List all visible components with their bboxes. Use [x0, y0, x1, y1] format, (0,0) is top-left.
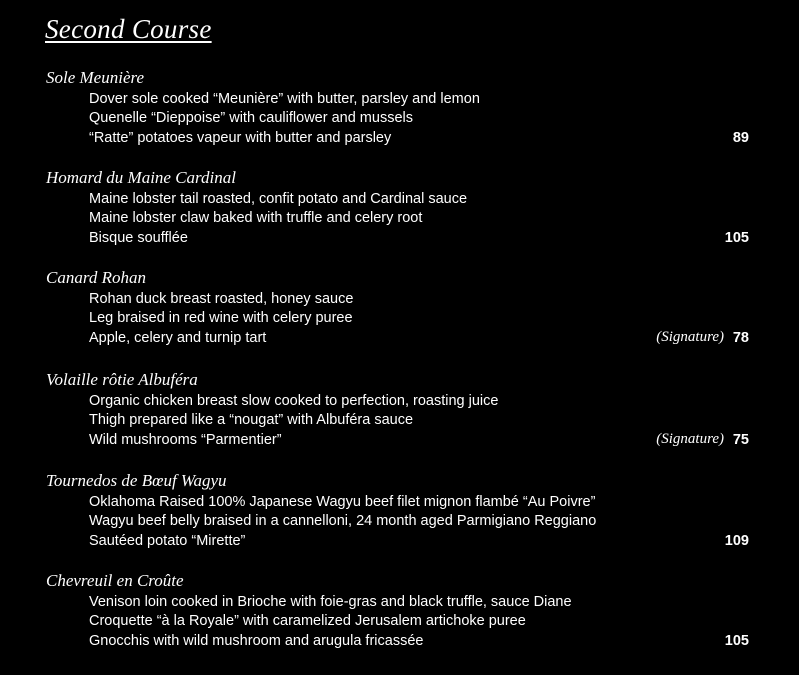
- dish-description-line: Organic chicken breast slow cooked to perfection, roasting juice: [89, 393, 499, 409]
- dish-description-line: Wagyu beef belly braised in a cannelloni, 24 month aged Parmigiano Reggiano: [89, 513, 597, 529]
- dish-description-line: Sautéed potato “Mirette”: [89, 533, 246, 549]
- dish-name: Tournedos de Bœuf Wagyu: [46, 471, 227, 490]
- dish-description-line: Maine lobster claw baked with truffle and celery root: [89, 210, 423, 226]
- dish-price: 78: [732, 330, 749, 346]
- menu-item: [0, 471, 799, 567]
- dish-description-line: Wild mushrooms “Parmentier”: [89, 432, 282, 448]
- dish-description-line: Quenelle “Dieppoise” with cauliflower and mussels: [89, 110, 413, 126]
- dish-price: 105: [724, 633, 749, 649]
- dish-description-line: Leg braised in red wine with celery puree: [89, 310, 353, 326]
- dish-name: Sole Meunière: [46, 68, 145, 87]
- menu-item: [0, 68, 799, 164]
- dish-description-line: “Ratte” potatoes vapeur with butter and parsley: [89, 130, 392, 146]
- dish-description-line: Thigh prepared like a “nougat” with Albuféra sauce: [89, 412, 414, 428]
- dish-price: 109: [724, 533, 749, 549]
- signature-note: (Signature): [656, 329, 724, 345]
- menu-item: [0, 571, 799, 667]
- dish-description-line: Venison loin cooked in Brioche with foie-gras and black truffle, sauce Diane: [89, 594, 572, 610]
- dish-description-line: Gnocchis with wild mushroom and arugula fricassée: [89, 633, 424, 649]
- dish-name: Canard Rohan: [46, 268, 146, 287]
- page-title: Second Course: [45, 14, 212, 44]
- dish-description-line: Croquette “à la Royale” with caramelized Jerusalem artichoke puree: [89, 613, 526, 629]
- dish-price: 75: [732, 432, 749, 448]
- dish-price: 89: [732, 130, 749, 146]
- menu-item: [0, 168, 799, 264]
- dish-description-line: Bisque soufflée: [89, 230, 188, 246]
- dish-description-line: Maine lobster tail roasted, confit potato and Cardinal sauce: [89, 191, 468, 207]
- dish-name: Homard du Maine Cardinal: [46, 168, 236, 187]
- dish-description-line: Dover sole cooked “Meunière” with butter, parsley and lemon: [89, 91, 480, 107]
- signature-note: (Signature): [656, 431, 724, 447]
- dish-name: Chevreuil en Croûte: [46, 571, 184, 590]
- dish-description-line: Oklahoma Raised 100% Japanese Wagyu beef filet mignon flambé “Au Poivre”: [89, 494, 596, 510]
- menu-item: [0, 370, 799, 466]
- dish-description-line: Apple, celery and turnip tart: [89, 330, 267, 346]
- dish-price: 105: [724, 230, 749, 246]
- dish-name: Volaille rôtie Albuféra: [46, 370, 198, 389]
- dish-description-line: Rohan duck breast roasted, honey sauce: [89, 291, 354, 307]
- menu-item: [0, 268, 799, 364]
